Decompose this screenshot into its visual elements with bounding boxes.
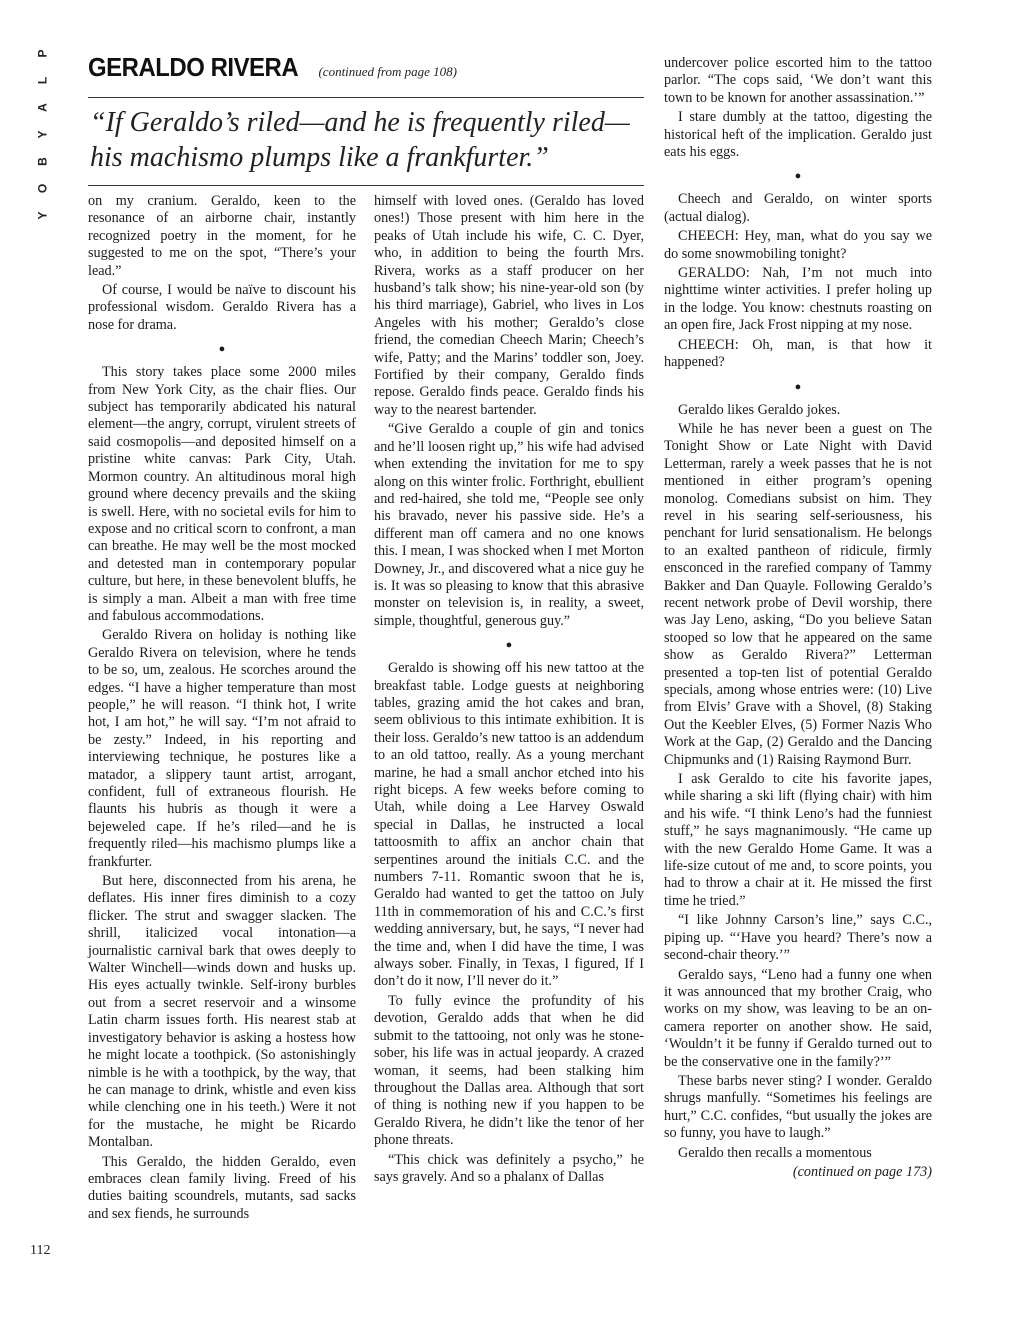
body-paragraph: “Give Geraldo a couple of gin and tonics and he’ll loosen right up,” his wife had advised when extending the invitation for me to spy along on this winter frolic. Forthright, ebullient and red-haired, she told me, “People see only his bravado, never his passive side. He’s a different man off camera and no one knows this. I mean, I was shocked when I met Morton Downey, Jr., and discovered what a nice guy he is. It was so pleasing to know that this abrasive monster on television is, in reality, a sweet, simple, thoughtful, generous guy.” (374, 421, 644, 629)
section-bullet: ● (505, 639, 513, 652)
column-3 (664, 55, 932, 1183)
body-paragraph: This story takes place some 2000 miles from New York City, as the chair flies. Our subject has temporarily abdicated his natural element—the angry, corrupt, virulent streets of said cosmopolis—and deposited himself on a pristine white canvas: Park City, Utah. Mormon country. An altitudinous moral high ground where decency prevails and the skiing is swell. Here, with no societal evils for him to expose and no critical scorn to confront, a man can breathe. He may well be the most mocked and detested man in contemporary popular culture, but here, in these benevolent bluffs, he is simply a man. Albeit a man with free time and fabulous accommodations. (88, 364, 356, 624)
body-paragraph: I stare dumbly at the tattoo, digesting the historical heft of the implication. Geraldo just eats his eggs. (664, 109, 932, 161)
body-paragraph: CHEECH: Oh, man, is that how it happened? (664, 336, 932, 371)
magazine-letter: Y (35, 130, 50, 139)
body-paragraph: Geraldo says, “Leno had a funny one when it was announced that my brother Craig, who works on my show, was leaving to be an on-camera reporter on another show. He said, ‘Wouldn’t it be funny if Geraldo turned out to be the conservative one in the family?’” (664, 966, 932, 1070)
body-paragraph: This Geraldo, the hidden Geraldo, even embraces clean family living. Freed of his duties baiting scoundrels, mutants, sad sacks and sex fiends, he surrounds (88, 1153, 356, 1222)
magazine-letter: A (35, 103, 50, 112)
body-paragraph: These barbs never sting? I wonder. Geraldo shrugs manfully. “Sometimes his feelings are hurt,” C.C. confides, “but usually the jokes are so funny, you have to laugh.” (664, 1072, 932, 1142)
title-row (88, 52, 644, 83)
pull-quote-rule (88, 185, 644, 186)
body-paragraph: Geraldo Rivera on holiday is nothing like Geraldo Rivera on television, where he tends to be so, um, zealous. He scorches around the edges. “I have a higher temperature than most people,” he will reason. “I think hot, I write hot, I am hot,” he will say. “I’m not afraid to be zesty.” Indeed, in his reporting and interviewing technique, he postures like a matador, a slippery taunt artist, arrogant, confident, full of extraneous flourish. He flaunts his hubris as though it were a bejeweled cape. If he’s riled—and he is frequently riled—his machismo plumps like a frankfurter. (88, 627, 356, 870)
article-title: GERALDO RIVERA (88, 52, 299, 82)
section-bullet: ● (794, 170, 802, 183)
magazine-letter: Y (35, 211, 50, 220)
body-paragraph: Of course, I would be naïve to discount his professional wisdom. Geraldo Rivera has a nose for drama. (88, 282, 356, 333)
body-paragraph: himself with loved ones. (Geraldo has loved ones!) Those present with him here in the peaks of Utah include his wife, C. C. Dyer, who, in addition to being the fourth Mrs. Rivera, works as a staff producer on her husband’s talk show; his nine-year-old son (by his third marriage), Gabriel, who lives in Los Angeles with his mother; Geraldo’s close friend, the comedian Cheech Marin; Cheech’s wife, Patty; and the Marins’ toddler son, Joey. Fortified by their company, Geraldo finds repose. Geraldo finds peace. Geraldo finds his way to the nearest bartender. (374, 193, 644, 418)
section-bullet: ● (218, 343, 226, 356)
body-paragraph: Geraldo likes Geraldo jokes. (678, 401, 841, 418)
body-paragraph: GERALDO: Nah, I’m not much into nighttime winter activities. I prefer holing up in the lodge. You know: chestnuts roasting on an open fire, Jack Frost nipping at my nose. (664, 265, 932, 334)
body-paragraph: But here, disconnected from his arena, he deflates. His inner fires diminish to a cozy flicker. The strut and swagger slacken. The shrill, italicized vocal intonation—a journalistic carnival bark that owes deeply to Walter Winchell—winds down and husks up. His eyes actually twinkle. Self-irony burbles out from a secret reservoir and a winsome Latin charm issues forth. His nearest stab at investigatory behavior is asking a hostess how he might locate a toothpick. (So astonishingly nimble is he with a toothpick, by the way, that he can manage to drink, whistle and even kiss while clenching one in his teeth.) Were it not for the mustache, he might be Ricardo Montalban. (88, 873, 356, 1151)
body-paragraph: on my cranium. Geraldo, keen to the resonance of an airborne chair, instantly recognized poetry in the moment, for he suggested to me on the spot, “There’s your lead.” (88, 193, 356, 279)
column-1 (88, 193, 356, 1225)
page-number: 112 (30, 1243, 51, 1258)
body-paragraph: Geraldo is showing off his new tattoo at the breakfast table. Lodge guests at neighboring tables, grazing amid the hot cakes and bran, seem oblivious to this intimate exhibition. It is their loss. Geraldo’s new tattoo is an addendum to an old tattoo, really. As a young merchant marine, he had a small anchor etched into his right biceps. A few weeks before coming to Utah, while doing a Lee Harvey Oswald special in Dallas, he instructed a local tattoosmith to affix an anchor chain that serpentines around the initials C.C. and the numbers 7-11. Romantic swoon that he is, Geraldo had wanted to get the tattoo on July 11th in commemoration of his and C.C.’s first wedding anniversary, but, he says, “I never had the time and, when I did have the time, I was always sober. Finally, in Texas, I figured, If I don’t do it now, I’ll never do it.” (374, 660, 644, 990)
continued-on-label: (continued on page 173) (792, 1163, 932, 1180)
body-paragraph: undercover police escorted him to the tattoo parlor. “The cops said, ‘We don’t want this town to be known for another assassination.’” (664, 55, 932, 106)
continued-from-label: (continued from page 108) (318, 64, 457, 79)
body-paragraph: Cheech and Geraldo, on winter sports (actual dialog). (664, 191, 932, 225)
magazine-letter: P (35, 49, 50, 58)
magazine-letter: O (35, 183, 50, 194)
body-paragraph: I ask Geraldo to cite his favorite japes, while sharing a ski lift (flying chair) with him and his wife. “I think Leno’s had the funniest stuff,” he says magnanimously. “He came up with the new Geraldo Home Game. It was a life-size cutout of me and, to score points, you had to throw a chair at it. He missed the first time he tried.” (664, 771, 932, 909)
pull-quote: “If Geraldo’s riled—and he is frequently riled—his machismo plumps like a frankfurter.” (90, 107, 630, 173)
magazine-letter: L (35, 76, 50, 85)
body-paragraph: CHEECH: Hey, man, what do you say we do some snowmobiling tonight? (664, 228, 932, 262)
body-paragraph: “This chick was definitely a psycho,” he says gravely. And so a phalanx of Dallas (374, 1151, 644, 1185)
magazine-letter: B (35, 157, 50, 166)
body-paragraph: To fully evince the profundity of his devotion, Geraldo adds that when he did submit to the tattooing, not only was he stone-sober, his life was in actual jeopardy. A crazed woman, it seems, had been stalking him throughout the Dallas area. Although that sort of thing is nothing new if you happen to be Geraldo Rivera, he didn’t like the tenor of her phone threats. (374, 992, 644, 1149)
magazine-vertical-title (36, 40, 50, 229)
article-header (88, 52, 644, 186)
column-2 (374, 193, 644, 1188)
body-paragraph: While he has never been a guest on The Tonight Show or Late Night with David Letterman, rarely a week passes that he is not mentioned in either program’s opening monolog. Comedians subsist on him. They revel in his searing self-seriousness, his penchant for lurid sensationalism. He belongs to an exalted pantheon of ridicule, firmly ensconced in the rarefied company of Tammy Bakker and Dan Quayle. Following Geraldo’s recent network probe of Devil worship, there was Jay Leno, asking, “Do you believe Satan stooped so low that he appeared on the same show as Geraldo Rivera?” Letterman presented a top-ten list of potential Geraldo specials, among whose entries were: (10) Live from Elvis’ Grave with a Shovel, (8) Staking Out the Keebler Elves, (5) Former Nazis Who Work at the Gap, (2) Geraldo and the Dancing Chipmunks and (1) Raising Raymond Burr. (664, 420, 932, 768)
section-bullet: ● (794, 380, 802, 393)
body-paragraph: “I like Johnny Carson’s line,” says C.C., piping up. “‘Have you heard? There’s now a second-chair theory.’” (664, 912, 932, 964)
body-paragraph: Geraldo then recalls a momentous (678, 1144, 872, 1161)
